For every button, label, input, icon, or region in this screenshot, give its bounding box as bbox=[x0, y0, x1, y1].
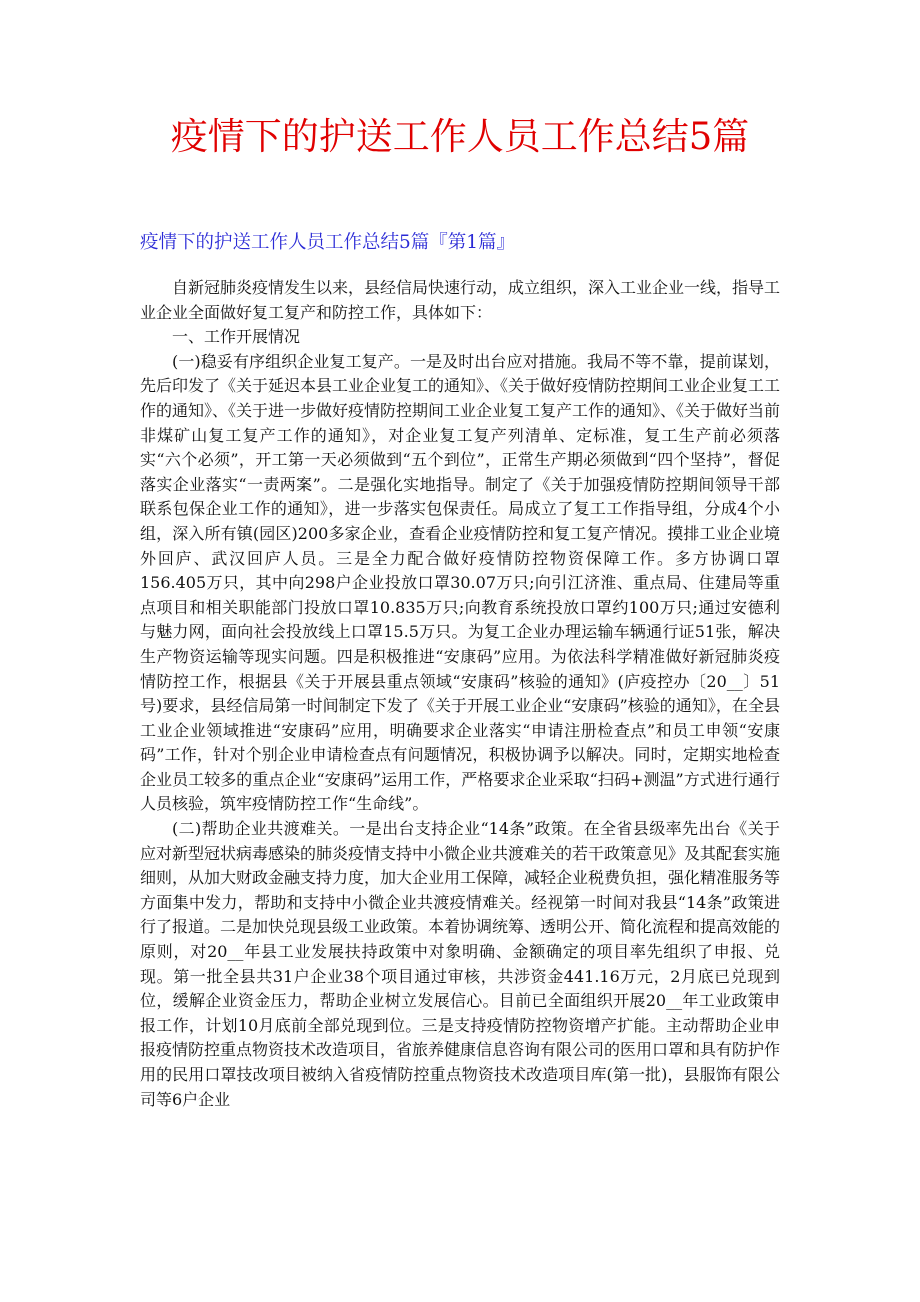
section-heading: 疫情下的护送工作人员工作总结5篇『第1篇』 bbox=[140, 232, 516, 253]
document-body bbox=[140, 276, 780, 1112]
document-title: 疫情下的护送工作人员工作总结5篇 bbox=[170, 115, 750, 158]
paragraph-section-1: (一)稳妥有序组织企业复工复产。一是及时出台应对措施。我局不等不靠，提前谋划，先后印发了《关于延迟本县工业企业复工的通知》、《关于做好疫情防控期间工业企业复工工作的通知》、《关于进一步做好疫情防控期间工业企业复工复产工作的通知》、《关于做好当前非煤矿山复工复产工作的通知》，对企业复工复产列清单、定标准，复工生产前必须落实“六个必须”，开工第一天必须做到“五个到位”，正常生产期必须做到“四个坚持”，督促落实企业落实“一责两案”。二是强化实地指导。制定了《关于加强疫情防控期间领导干部联系包保企业工作的通知》，进一步落实包保责任。局成立了复工工作指导组，分成4个小组，深入所有镇(园区)200多家企业，查看企业疫情防控和复工复产情况。摸排工业企业境外回庐、武汉回庐人员。三是全力配合做好疫情防控物资保障工作。多方协调口罩156.405万只，其中向298户企业投放口罩30.07万只;向引江济淮、重点局、住建局等重点项目和相关职能部门投放口罩10.835万只;向教育系统投放口罩约100万只;通过安德利与魅力网，面向社会投放线上口罩15.5万只。为复工企业办理运输车辆通行证51张，解决生产物资运输等现实问题。四是积极推进“安康码”应用。为依法科学精准做好新冠肺炎疫情防控工作，根据县《关于开展县重点领域“安康码”核验的通知》(庐疫控办〔20__〕51号)要求，县经信局第一时间制定下发了《关于开展工业企业“安康码”核验的通知》，在全县工业企业领域推进“安康码”应用，明确要求企业落实“申请注册检查点”和员工申领“安康码”工作，针对个别企业申请检查点有问题情况，积极协调予以解决。同时，定期实地检查企业员工较多的重点企业“安康码”运用工作，严格要求企业采取“扫码+测温”方式进行通行人员核验，筑牢疫情防控工作“生命线”。 bbox=[140, 351, 781, 814]
paragraph-subheading: 一、工作开展情况 bbox=[172, 327, 301, 347]
paragraph-intro: 自新冠肺炎疫情发生以来，县经信局快速行动，成立组织，深入工业企业一线，指导工业企业全面做好复工复产和防控工作，具体如下： bbox=[140, 278, 781, 322]
paragraph-section-2: (二)帮助企业共渡难关。一是出台支持企业“14条”政策。在全省县级率先出台《关于应对新型冠状病毒感染的肺炎疫情支持中小微企业共渡难关的若干政策意见》及其配套实施细则，从加大财政金融支持力度，加大企业用工保障，减轻企业税费负担，强化精准服务等方面集中发力，帮助和支持中小微企业共渡疫情难关。经视第一时间对我县“14条”政策进行了报道。二是加快兑现县级工业政策。本着协调统筹、透明公开、简化流程和提高效能的原则，对20__年县工业发展扶持政策中对象明确、金额确定的项目率先组织了申报、兑现。第一批全县共31户企业38个项目通过审核，共涉资金441.16万元，2月底已兑现到位，缓解企业资金压力，帮助企业树立发展信心。目前已全面组织开展20__年工业政策申报工作，计划10月底前全部兑现到位。三是支持疫情防控物资增产扩能。主动帮助企业申报疫情防控重点物资技术改造项目，省旅养健康信息咨询有限公司的医用口罩和具有防护作用的民用口罩技改项目被纳入省疫情防控重点物资技术改造项目库(第一批)，县服饰有限公司等6户企业 bbox=[140, 819, 781, 1109]
